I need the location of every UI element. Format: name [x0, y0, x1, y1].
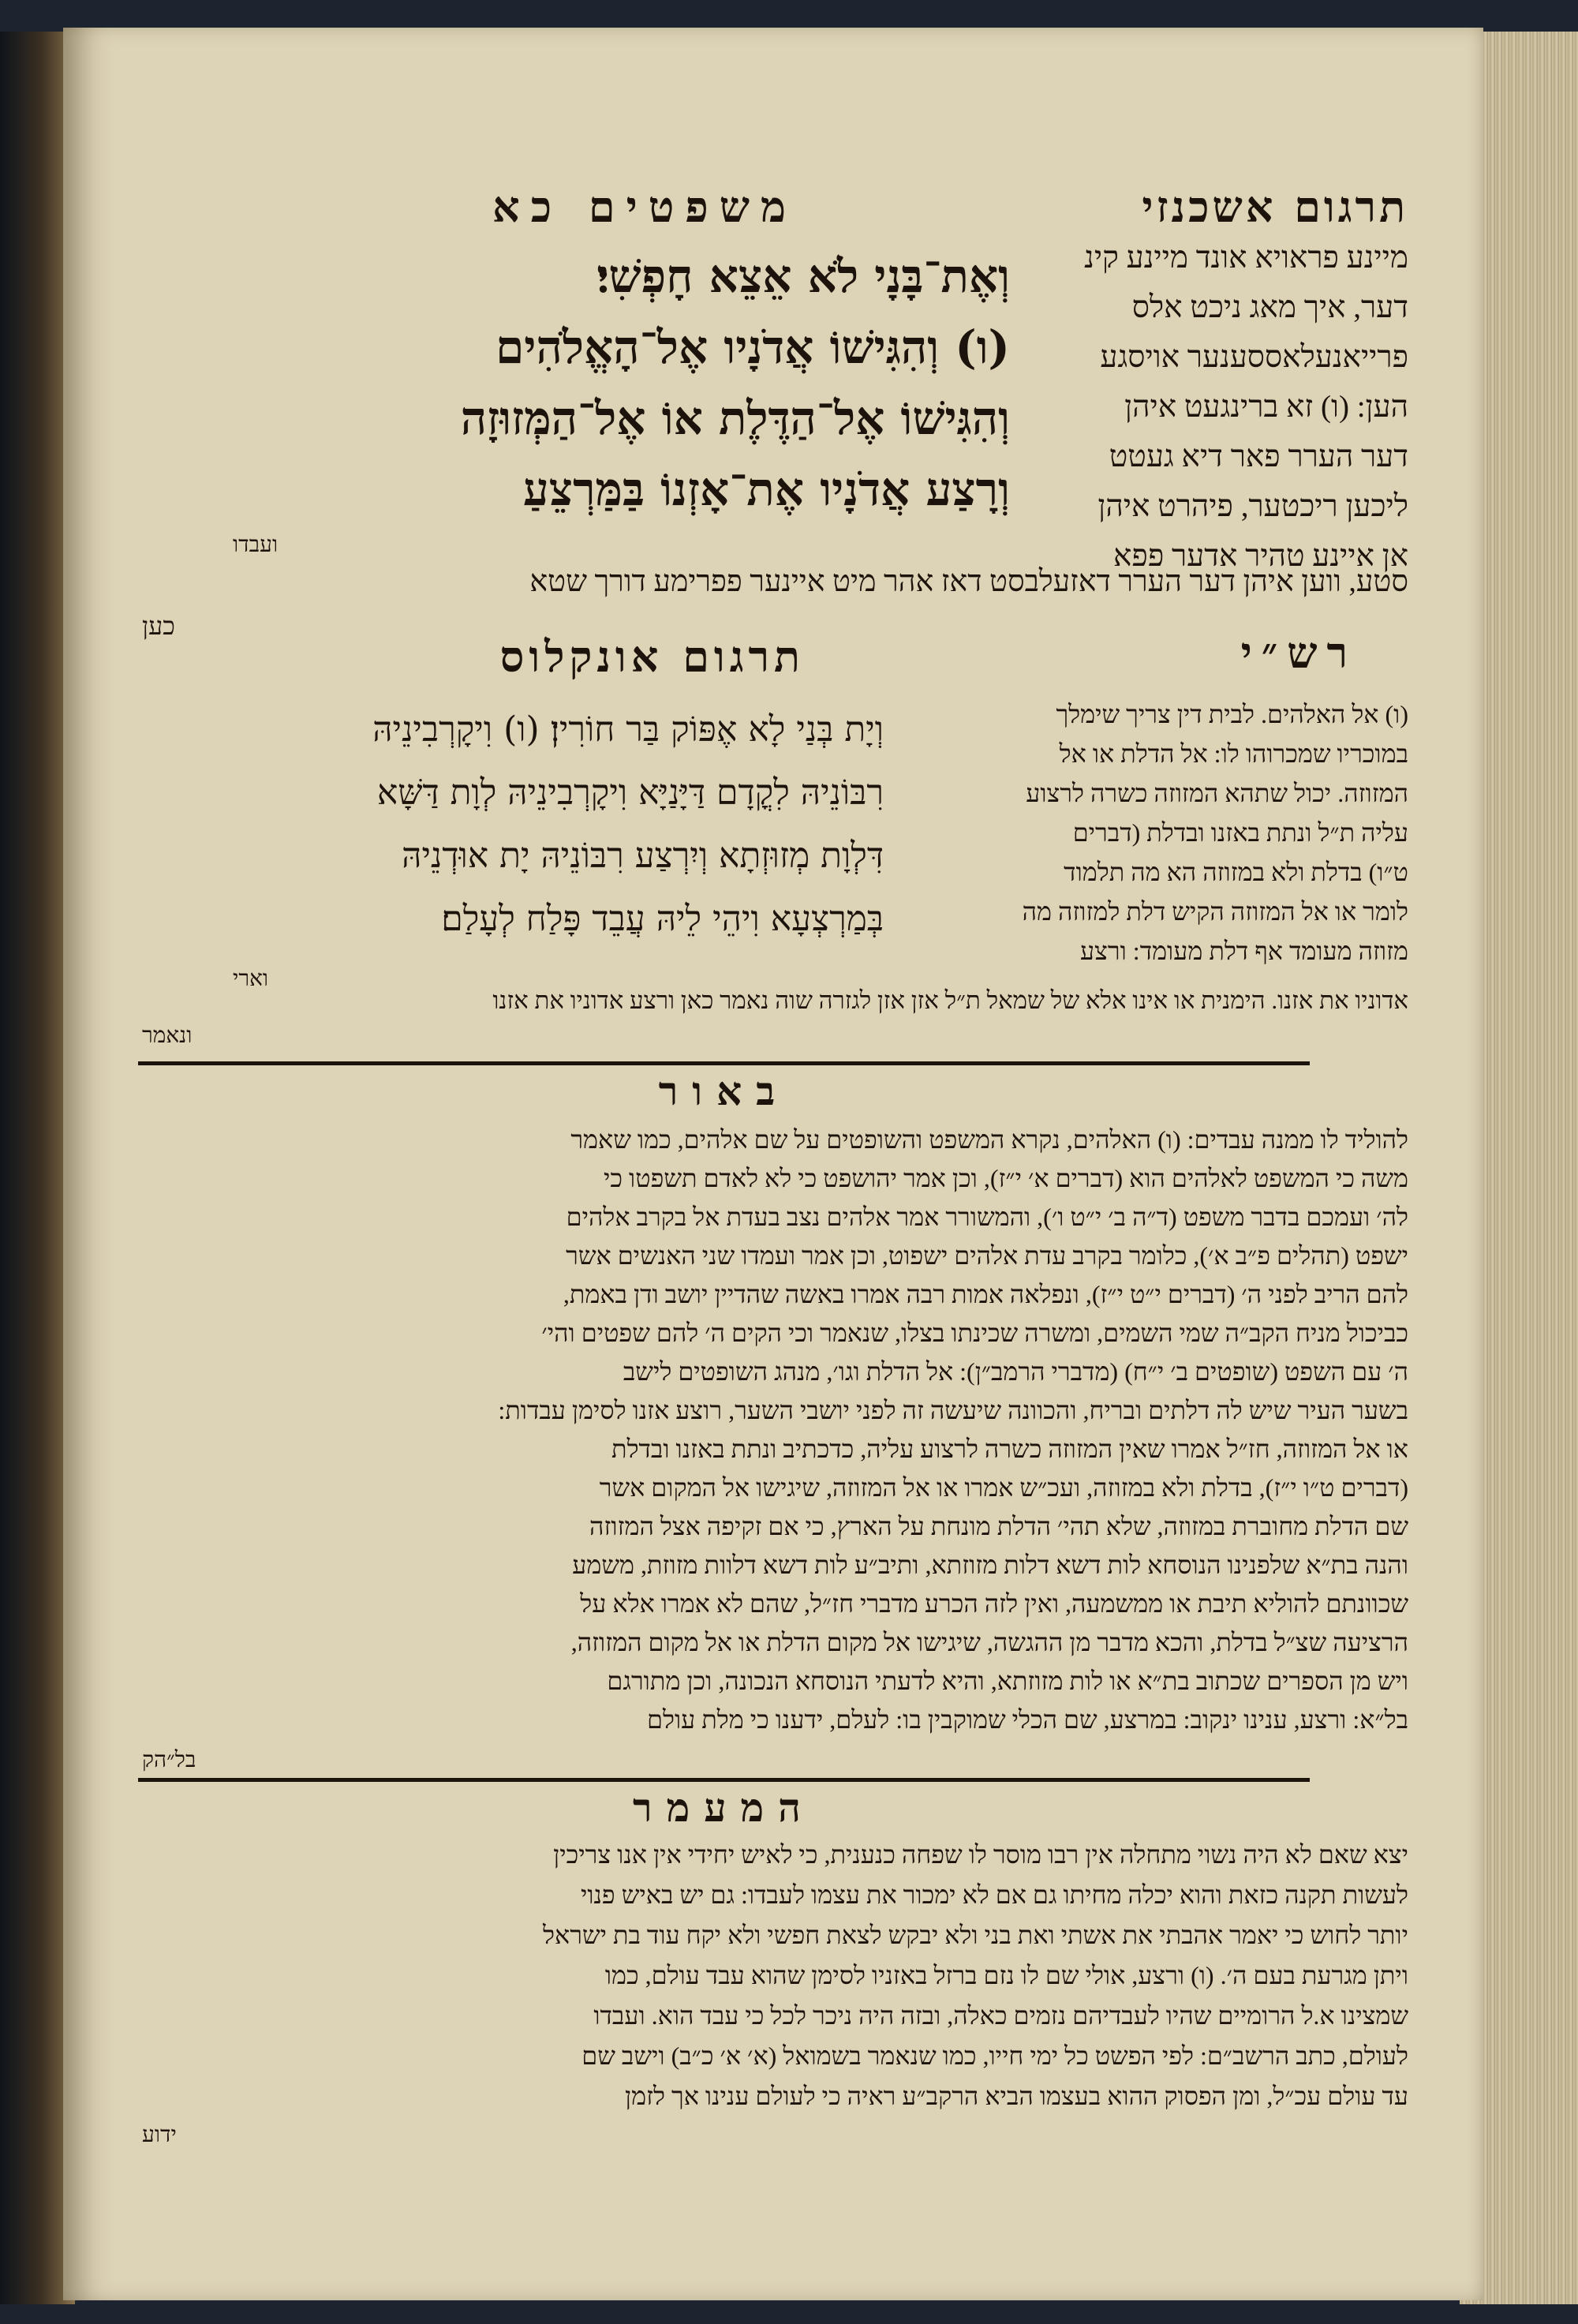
biur-title: באור: [658, 1068, 790, 1114]
onkelos-line: וְיָת בְּנַי לָא אֶפּוֹק בַּר חוֹרִין׃ (ו) וִיקָרְבִינֵיהּ: [372, 709, 884, 750]
biur-line: (דברים ט״ו י״ז), בדלת ולא במזוזה, ועכ״ש אמרו או אל המזוזה, שיגישו אל המקום אשר: [599, 1473, 1408, 1502]
biur-line: בל״א: ורצע, ענינו ינקוב: במרצע, שם הכלי שמוקבין בו: לעלם, ידענו כי מלת עולם: [647, 1705, 1408, 1734]
parasha-header: משפטים כא: [492, 182, 797, 232]
torah-text: [221, 241, 1010, 525]
section-divider: [138, 1778, 1310, 1782]
hamaamar-line: לעשות תקנה כזאת והוא יכלה מחיתו גם אם לא ימכור את עצמו לעבדו: גם יש באיש פנוי: [580, 1881, 1408, 1909]
biur-line: ויש מן הספרים שכתוב בת״א או לות מזוזתא, והיא לדעתי הנוסחא הנכונה, וכן מתורגם: [607, 1667, 1408, 1695]
rashi-line: המזוזה. יכול שתהא המזוזה כשרה לרצוע: [1026, 779, 1408, 807]
torah-line: (ו) וְהִגִּישׁוֹ אֲדֹנָיו אֶל־הָאֱלֹהִים: [495, 320, 1010, 374]
rashi-line: (ו) אל האלהים. לבית דין צריך שימלך: [1056, 700, 1408, 728]
onkelos-title: תרגום אונקלוס: [499, 631, 805, 682]
onkelos-line: דִּלְוָת מְזוּזְתָא וְיִרְצַע רִבּוֹנֵיהּ יָת אוּדְנֵיהּ: [402, 836, 884, 876]
targum-line: פרייאנעלאססענער אויסגע: [1100, 340, 1408, 374]
hamaamar-line: שמצינו א.ל הרומיים שהיו לעבדיהם נזמים כאלה, ובזה היה ניכר לכל כי עבד הוא. ועבדו: [593, 2001, 1408, 2030]
biur-line: ישפט (תהלים פ״ב א׳), כלומר בקרב עדת אלהים ישפוט, וכן אמר ועמדו שני האנשים אשר: [566, 1241, 1408, 1270]
onkelos-column: [237, 698, 884, 951]
targum-line: הען: (ו) זא ברינגעט איהן: [1124, 390, 1408, 424]
targum-line: ליכען ריכטער, פיהרט איהן: [1097, 489, 1408, 523]
biur-line: כביכול מניח הקב״ה שמי השמים, ומשרה שכינתו בצלו, שנאמר וכי הקים ה׳ להם שפטים והי׳: [541, 1319, 1408, 1347]
hamaamar-line: יצא שאם לא היה נשוי מתחלה אין רבו מוסר לו שפחה כנענית, כי לאיש יחידי אין אנו צריכין: [553, 1840, 1408, 1869]
biur-line: הרציעה שצ״ל בדלת, והכא מדבר מן ההגשה, שיגישו אל מקום הדלת או אל מקום המזוזה,: [570, 1628, 1408, 1656]
targum-line: מיינע פראויא אונד מיינע קינ: [1084, 241, 1408, 275]
biur-line: ה׳ עם השפט (שופטים ב׳ י״ח) (מדברי הרמב״ן): אל הדלת וגו׳, מנהג השופטים לישב: [623, 1357, 1408, 1386]
targum-line: אן איינע טהיר אדער פפא: [1113, 539, 1408, 573]
book-page: [63, 28, 1483, 2300]
biur-line: שם הדלת מחוברת במזוזה, שלא תהי׳ הדלת מונחת על הארץ, כי אם זקיפה אצל המזוזה: [589, 1512, 1408, 1540]
rashi-column: [935, 694, 1408, 971]
targum-continuation-end: כען: [142, 612, 175, 640]
biur-line: שכוונתם להוליא תיבת או ממשמעה, ואין לזה הכרע מדברי חז״ל, שהם לא אמרו אלא על: [580, 1589, 1408, 1618]
rashi-full-line: אדוניו את אזנו. הימנית או אינו אלא של שמאל ת״ל אזן אזן לגזרה שוה נאמר כאן ורצע אדוניו את אזנו: [492, 986, 1408, 1014]
rashi-line: לומר או אל המזוזה הקיש דלת למזוזה מה: [1022, 897, 1408, 926]
biur-line: או אל המזוזה, חז״ל אמרו שאין המזוזה כשרה לרצוע עליה, כדכתיב ונתת באזנו ובדלת: [611, 1435, 1408, 1463]
rashi-line: עליה ת״ל ונתת באזנו ובדלת (דברים: [1072, 818, 1408, 847]
hamaamar-catchword: ידוע: [142, 2123, 177, 2147]
hamaamar-title: המעמר: [633, 1784, 815, 1831]
biur-line: והנה בת״א שלפנינו הנוסחא לות דשא דלות מזוזתא, ותיב״ע לות דשא דלוות מזוזת, משמע: [572, 1551, 1408, 1579]
rashi-line: מזוזה מעומד אף דלת מעומד: ורצע: [1080, 937, 1408, 965]
onkelos-line: בְּמַרְצְעָא וִיהֵי לֵיהּ עֲבֵד פָּלַח לְעָלַם׃: [441, 899, 884, 939]
targum-continuation: סטע, ווען איהן דער הערר דאזעלבסט דאז אהר מיט איינער פפרימע דורך שטא: [529, 565, 1408, 598]
onkelos-catchword: וארי: [233, 967, 269, 991]
targum-line: דער, איך מאג ניכט אלס: [1131, 290, 1408, 324]
hamaamar-line: לעולם, כתב הרשב״ם: לפי הפשט כל ימי חייו, כמו שנאמר בשמואל (א׳ א׳ כ״ב) וישב שם: [581, 2041, 1408, 2070]
biur-text: [237, 1121, 1408, 1739]
biur-line: להם הריב לפני ה׳ (דברים י״ט י״ז), ונפלאה אמות רבה אמרו באשה שהדיין יושב ודן באמת,: [563, 1280, 1408, 1308]
biur-line: משה כי המשפט לאלהים הוא (דברים א׳ י״ז), וכן אמר יהושפט כי לא לאדם תשפטו כי: [604, 1164, 1408, 1192]
section-divider: [138, 1061, 1310, 1065]
rashi-line: ט״ו) בדלת ולא במזוזה הא מה תלמוד: [1064, 858, 1408, 886]
torah-line: וְהִגִּישׁוֹ אֶל־הַדֶּלֶת אוֹ אֶל־הַמְּזוּזָה: [460, 391, 1010, 445]
rashi-catchword: ונאמר: [142, 1024, 193, 1048]
onkelos-line: רִבּוֹנֵיהּ לִקֳדָם דַּיָּנַיָּא וִיקָרְבִינֵיהּ לְוָת דַּשָּׁא: [376, 773, 884, 813]
hamaamar-line: ויתן מגרעת בעם ה׳. (ו) ורצע, אולי שם לו נזם ברזל באזניו לסימן שהוא עבד עולם, כמו: [604, 1961, 1408, 1989]
torah-line: וְאֶת־בָּנָי לֹא אֵצֵא חָפְשִׁי׃: [596, 249, 1010, 303]
hamaamar-text: [237, 1835, 1408, 2116]
rashi-line: במוכריו שמכרוהו לו: אל הדלת או אל: [1059, 739, 1408, 768]
targum-line: דער הערר פאר דיא געטט: [1109, 440, 1408, 473]
targum-ashkenazi-column: [1069, 233, 1408, 581]
biur-line: בשער העיר שיש לה דלתים ובריח, והכוונה שיעשה זה לפני יושבי השער, רוצע אזנו לסימן עבדות:: [498, 1396, 1408, 1424]
hamaamar-line: יותר לחוש כי יאמר אהבתי את אשתי ואת בני ולא יבקש לצאת חפשי ולא יקח עוד בת ישראל: [543, 1921, 1408, 1949]
biur-line: לה׳ ועמכם בדבר משפט (ד״ה ב׳ י״ט ו׳), והמשורר אמר אלהים נצב בעדת אל בקרב אלהים: [566, 1203, 1408, 1231]
biur-line: להוליד לו ממנה עבדים: (ו) האלהים, נקרא המשפט והשופטים על שם אלהים, כמו שאמר: [570, 1125, 1408, 1154]
torah-catchword: ועבדו: [233, 533, 279, 557]
biur-catchword: בל״הק: [142, 1748, 196, 1772]
hamaamar-line: עד עולם עכ״ל, ומן הפסוק ההוא בעצמו הביא הרקב״ע ראיה כי לעולם ענינו אך לזמן: [624, 2082, 1408, 2110]
rashi-title: רש״י: [1240, 627, 1357, 678]
targum-ashkenazi-title: תרגום אשכנזי: [1142, 182, 1408, 232]
torah-line: וְרָצַע אֲדֹנָיו אֶת־אָזְנוֹ בַּמַּרְצֵעַ: [522, 462, 1010, 516]
